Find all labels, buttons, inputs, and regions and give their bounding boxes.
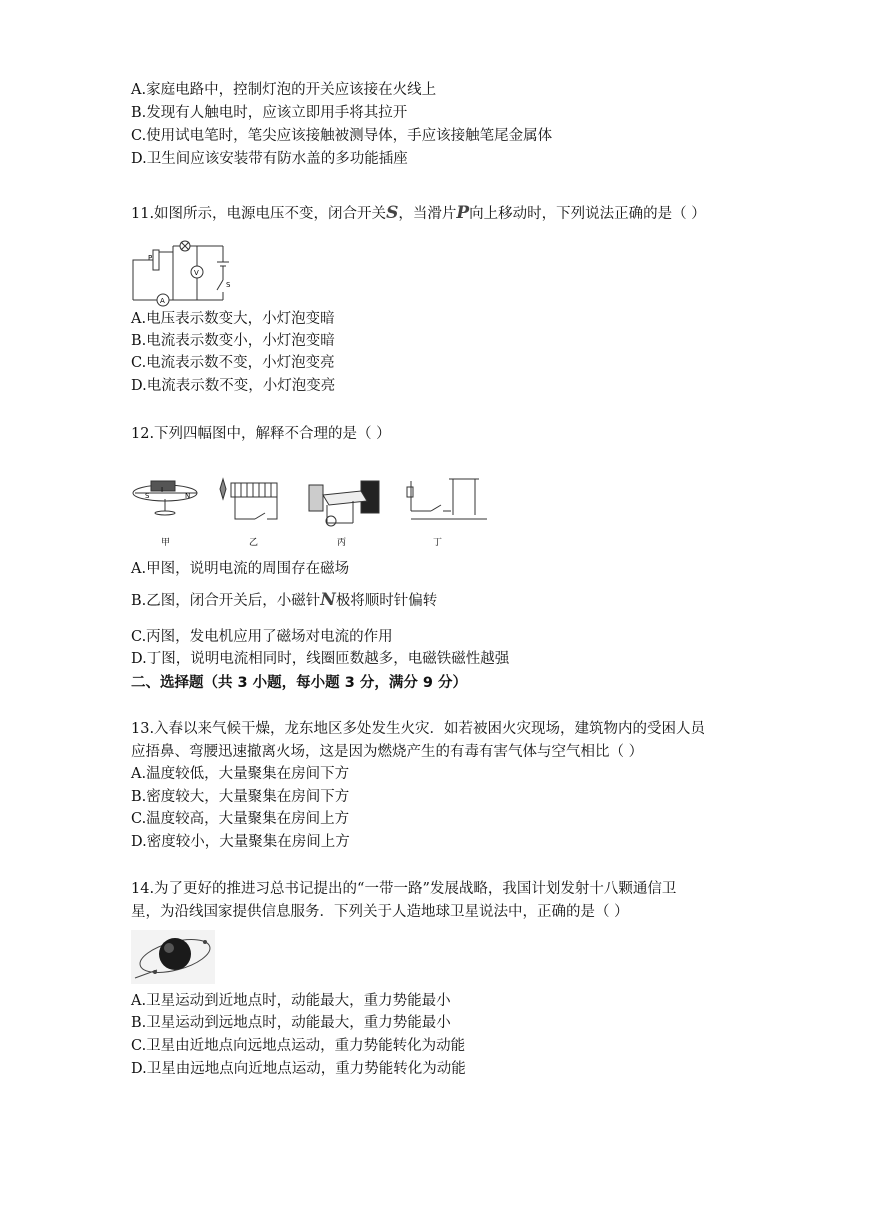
q11-option-b: B.电流表示数变小，小灯泡变暗 bbox=[131, 333, 335, 349]
q12-option-b-part2: 极将顺时针偏转 bbox=[335, 593, 438, 609]
q14-satellite-orbit-figure bbox=[131, 930, 215, 984]
q13-option-a: A.温度较低，大量聚集在房间下方 bbox=[131, 766, 350, 782]
section-heading: 二、选择题（共 3 小题，每小题 3 分，满分 9 分） bbox=[131, 675, 468, 691]
q12-figures bbox=[131, 471, 495, 551]
q11-stem-part1: 11.如图所示，电源电压不变，闭合开关 bbox=[131, 206, 387, 222]
q11-circuit-diagram bbox=[131, 238, 231, 305]
q14-option-a: A.卫星运动到近地点时，动能最大，重力势能最小 bbox=[131, 993, 451, 1009]
q13-stem-line2: 应捂鼻、弯腰迅速撤离火场，这是因为燃烧产生的有毒有害气体与空气相比（ ） bbox=[131, 744, 644, 760]
q11-stem-part2: ，当滑片 bbox=[398, 206, 457, 222]
q11-fig-label-v: V bbox=[194, 269, 199, 277]
q12-fig-label-s: S bbox=[145, 492, 150, 500]
q11-stem bbox=[131, 203, 706, 224]
q10-option-d: D.卫生间应该安装带有防水盖的多功能插座 bbox=[131, 151, 408, 167]
q14-option-b: B.卫星运动到远地点时，动能最大，重力势能最小 bbox=[131, 1015, 451, 1031]
q12-option-b-part1: B.乙图，闭合开关后，小磁针 bbox=[131, 593, 321, 609]
q12-stem: 12.下列四幅图中，解释不合理的是（ ） bbox=[131, 426, 391, 442]
q13-stem-line1: 13.入春以来气候干燥，龙东地区多处发生火灾．如若被困火灾现场，建筑物内的受困人员 bbox=[131, 721, 706, 737]
q12-caption-bing: 丙 bbox=[337, 538, 347, 548]
q11-option-d: D.电流表示数不变，小灯泡变亮 bbox=[131, 378, 336, 394]
q11-fig-label-a: A bbox=[160, 297, 165, 305]
q14-stem-line1: 14.为了更好的推进习总书记提出的“一带一路”发展战略，我国计划发射十八颗通信卫 bbox=[131, 881, 677, 897]
q11-option-c: C.电流表示数不变，小灯泡变亮 bbox=[131, 355, 335, 371]
q12-caption-yi: 乙 bbox=[249, 538, 259, 548]
q11-slider-symbol: P bbox=[456, 203, 470, 223]
q12-caption-jia: 甲 bbox=[161, 538, 171, 548]
q12-option-c: C.丙图，发电机应用了磁场对电流的作用 bbox=[131, 629, 393, 645]
q14-option-d: D.卫星由远地点向近地点运动，重力势能转化为动能 bbox=[131, 1061, 466, 1077]
q13-option-b: B.密度较大，大量聚集在房间下方 bbox=[131, 789, 350, 805]
q13-option-d: D.密度较小，大量聚集在房间上方 bbox=[131, 834, 350, 850]
q11-switch-symbol: S bbox=[386, 203, 399, 223]
q13-option-c: C.温度较高，大量聚集在房间上方 bbox=[131, 811, 350, 827]
q12-option-b-symbol: N bbox=[320, 590, 336, 610]
q12-option-a: A.甲图，说明电流的周围存在磁场 bbox=[131, 561, 350, 577]
q12-fig-label-i: I bbox=[161, 486, 164, 494]
q10-option-a: A.家庭电路中，控制灯泡的开关应该接在火线上 bbox=[131, 82, 437, 98]
q10-option-c: C.使用试电笔时，笔尖应该接触被测导体，手应该接触笔尾金属体 bbox=[131, 128, 553, 144]
q14-option-c: C.卫星由近地点向远地点运动，重力势能转化为动能 bbox=[131, 1038, 466, 1054]
q11-fig-label-p: P bbox=[148, 254, 153, 262]
q11-fig-label-s: S bbox=[226, 281, 231, 289]
q12-option-b bbox=[131, 590, 437, 611]
q10-option-b: B.发现有人触电时，应该立即用手将其拉开 bbox=[131, 105, 408, 121]
q11-stem-part3: 向上移动时，下列说法正确的是（ ） bbox=[469, 206, 706, 222]
q11-option-a: A.电压表示数变大，小灯泡变暗 bbox=[131, 311, 335, 327]
q14-stem-line2: 星，为沿线国家提供信息服务．下列关于人造地球卫星说法中，正确的是（ ） bbox=[131, 904, 629, 920]
q12-fig-label-n: N bbox=[185, 492, 191, 500]
q12-caption-ding: 丁 bbox=[433, 538, 443, 548]
q12-option-d: D.丁图，说明电流相同时，线圈匝数越多，电磁铁磁性越强 bbox=[131, 651, 510, 667]
